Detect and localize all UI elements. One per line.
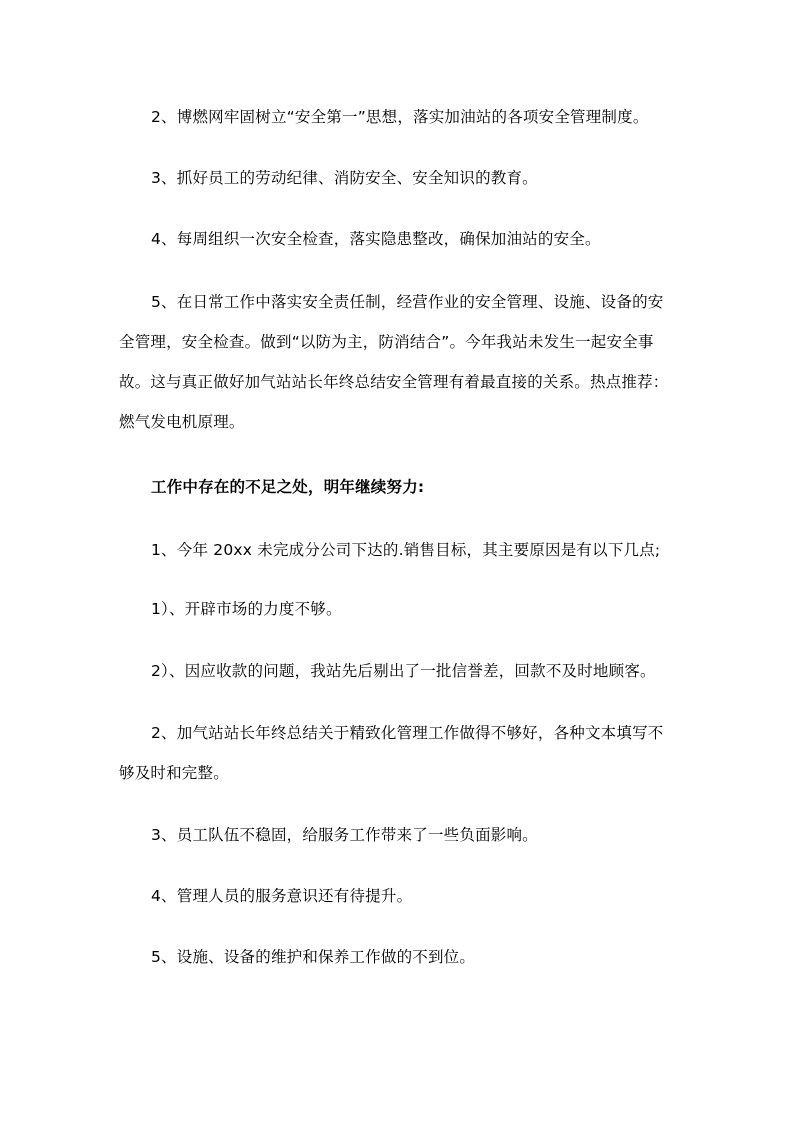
section-heading-shortcomings: 工作中存在的不足之处，明年继续努力: [151, 478, 425, 496]
paragraph-market-effort: 1）、开辟市场的力度不够。 [151, 600, 342, 618]
paragraph-safety-first: 2、博燃网牢固树立“安全第一”思想，落实加油站的各项安全管理制度。 [151, 108, 649, 126]
paragraph-refined-management: 2、加气站站长年终总结关于精致化管理工作做得不够好，各种文本填写不够及时和完整。 [119, 724, 664, 782]
paragraph-equipment-maintenance: 5、设施、设备的维护和保养工作做的不到位。 [151, 948, 476, 966]
paragraph-sales-target: 1、今年 20xx 未完成分公司下达的.销售目标，其主要原因是有以下几点; [151, 541, 661, 559]
paragraph-staff-education: 3、抓好员工的劳动纪律、消防安全、安全知识的教育。 [151, 169, 538, 187]
paragraph-receivables: 2）、因应收款的问题，我站先后剔出了一批信誉差，回款不及时地顾客。 [151, 662, 656, 680]
paragraph-staff-stability: 3、员工队伍不稳固，给服务工作带来了一些负面影响。 [151, 826, 538, 844]
paragraph-weekly-inspection: 4、每周组织一次安全检查，落实隐患整改，确保加油站的安全。 [151, 230, 601, 248]
paragraph-safety-responsibility: 5、在日常工作中落实安全责任制，经营作业的安全管理、设施、设备的安全管理，安全检查。做到“以防为主，防消结合”。今年我站未发生一起安全事故。这与真正做好加气站站长年终总结安全管理有着最直接的关系。热点推荐：燃气发电机原理。 [119, 293, 669, 431]
paragraph-service-awareness: 4、管理人员的服务意识还有待提升。 [151, 887, 413, 905]
